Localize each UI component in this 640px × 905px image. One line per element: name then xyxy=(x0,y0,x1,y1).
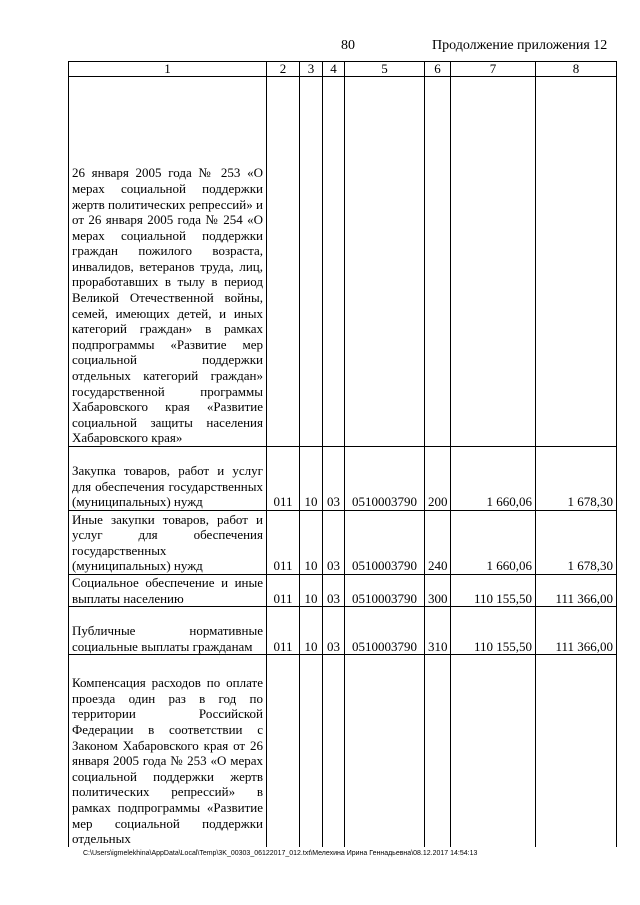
cell-section: 10 xyxy=(300,607,323,655)
row-name: Закупка товаров, работ и услуг для обеспечения государственных (муниципальных) нужд xyxy=(69,447,267,511)
cell-expense-type: 240 xyxy=(425,511,451,575)
cell-target-article xyxy=(345,77,425,447)
file-path-footer: C:\Users\igmelekhina\AppData\Local\Temp\3K_00303_06122017_012.txt\Мелехина Ирина Геннадьевна\08.12.2017 14:54:13 xyxy=(83,850,478,857)
continuation-label: Продолжение приложения 12 xyxy=(432,38,608,53)
table-row xyxy=(69,77,617,447)
cell-admin-code xyxy=(267,655,300,847)
cell-expense-type: 200 xyxy=(425,447,451,511)
cell-target-article: 0510003790 xyxy=(345,607,425,655)
col-header-1: 1 xyxy=(69,62,267,77)
col-header-4: 4 xyxy=(323,62,345,77)
cell-amount-1: 110 155,50 xyxy=(451,575,536,607)
cell-expense-type: 300 xyxy=(425,575,451,607)
cell-admin-code: 011 xyxy=(267,511,300,575)
col-header-6: 6 xyxy=(425,62,451,77)
cell-amount-2: 111 366,00 xyxy=(536,607,617,655)
cell-section: 10 xyxy=(300,575,323,607)
cell-admin-code: 011 xyxy=(267,575,300,607)
table-row xyxy=(69,607,617,655)
cell-admin-code xyxy=(267,77,300,447)
cell-subsection: 03 xyxy=(323,575,345,607)
cell-admin-code: 011 xyxy=(267,447,300,511)
col-header-8: 8 xyxy=(536,62,617,77)
row-name: 26 января 2005 года № 253 «О мерах социальной поддержки жертв политических репрессий» и от 26 января 2005 года № 254 «О мерах социальной поддержки граждан пожилого возраста, инвалидов, ветеранов труда, лиц, проработавших в тылу в период Великой Отечественной войны, семей, имеющих детей, и иных категорий граждан» в рамках подпрограммы «Развитие мер социальной поддержки отдельных категорий граждан» государственной программы Хабаровского края «Развитие социальной защиты населения Хабаровского края» xyxy=(69,77,267,447)
cell-subsection xyxy=(323,655,345,847)
page-number: 80 xyxy=(341,38,355,53)
cell-expense-type xyxy=(425,655,451,847)
table-row xyxy=(69,575,617,607)
table-row xyxy=(69,511,617,575)
cell-amount-2: 111 366,00 xyxy=(536,575,617,607)
cell-amount-1 xyxy=(451,77,536,447)
cell-expense-type: 310 xyxy=(425,607,451,655)
cell-admin-code: 011 xyxy=(267,607,300,655)
cell-target-article: 0510003790 xyxy=(345,511,425,575)
cell-amount-2: 1 678,30 xyxy=(536,511,617,575)
cell-amount-1: 1 660,06 xyxy=(451,511,536,575)
cell-target-article: 0510003790 xyxy=(345,575,425,607)
row-name: Социальное обеспечение и иные выплаты населению xyxy=(69,575,267,607)
cell-amount-1: 110 155,50 xyxy=(451,607,536,655)
cell-amount-1 xyxy=(451,655,536,847)
cell-amount-1: 1 660,06 xyxy=(451,447,536,511)
cell-expense-type xyxy=(425,77,451,447)
col-header-5: 5 xyxy=(345,62,425,77)
row-name: Компенсация расходов по оплате проезда один раз в год по территории Российской Федерации в соответствии с Законом Хабаровского края от 26 января 2005 года № 253 «О мерах социальной поддержки жертв политических репрессий» в рамках подпрограммы «Развитие мер социальной поддержки отдельных xyxy=(69,655,267,847)
row-name: Иные закупки товаров, работ и услуг для обеспечения государственных (муниципальных) нужд xyxy=(69,511,267,575)
budget-table xyxy=(68,61,617,847)
cell-amount-2 xyxy=(536,655,617,847)
cell-section: 10 xyxy=(300,511,323,575)
table-row xyxy=(69,655,617,847)
col-header-7: 7 xyxy=(451,62,536,77)
cell-target-article xyxy=(345,655,425,847)
cell-target-article: 0510003790 xyxy=(345,447,425,511)
cell-subsection xyxy=(323,77,345,447)
cell-section xyxy=(300,655,323,847)
header-row xyxy=(69,62,617,77)
row-name: Публичные нормативные социальные выплаты гражданам xyxy=(69,607,267,655)
col-header-2: 2 xyxy=(267,62,300,77)
cell-amount-2 xyxy=(536,77,617,447)
table-row xyxy=(69,447,617,511)
cell-subsection: 03 xyxy=(323,511,345,575)
cell-section: 10 xyxy=(300,447,323,511)
cell-section xyxy=(300,77,323,447)
cell-subsection: 03 xyxy=(323,607,345,655)
cell-amount-2: 1 678,30 xyxy=(536,447,617,511)
cell-subsection: 03 xyxy=(323,447,345,511)
col-header-3: 3 xyxy=(300,62,323,77)
